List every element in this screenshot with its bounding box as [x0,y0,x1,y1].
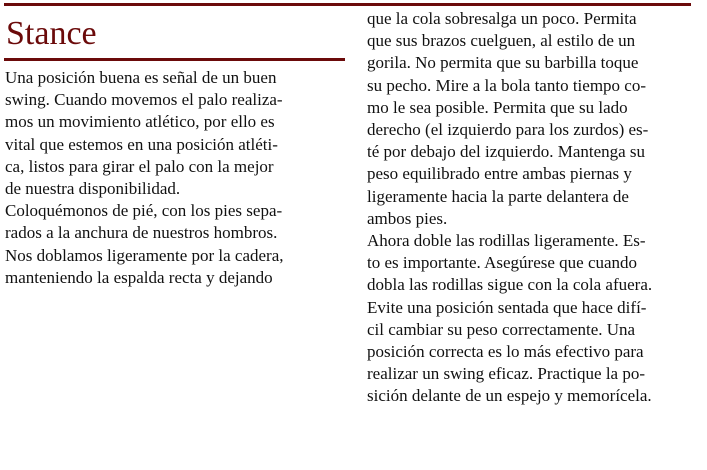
text-line: de nuestra disponibilidad. [5,179,181,199]
text-line: mos un movimiento atlético, por ello es [5,112,275,132]
text-line: derecho (el izquierdo para los zurdos) es- [367,120,649,140]
text-line: to es importante. Asegúrese que cuando [367,253,638,273]
text-line: posición correcta es lo más efectivo para [367,342,644,362]
text-line: Nos doblamos ligeramente por la cadera, [5,245,284,265]
text-line: rados a la anchura de nuestros hombros. [5,223,278,243]
text-line: realizar un swing eficaz. Practique la po- [367,364,646,384]
text-line: Una posición buena es señal de un buen [5,68,277,87]
top-rule [4,3,691,6]
text-line: Ahora doble las rodillas ligeramente. Es- [367,231,646,251]
text-line: su pecho. Mire a la bola tanto tiempo co- [367,75,646,95]
article-title: Stance [6,15,97,52]
text-line: que sus brazos cuelguen, al estilo de un [367,31,636,51]
text-line: sición delante de un espejo y memorícela. [367,386,652,406]
text-line: ligeramente hacia la parte delantera de [367,186,629,206]
text-line: dobla las rodillas sigue con la cola afuera. [367,275,653,295]
text-line: ambos pies. [367,208,448,228]
text-line: ca, listos para girar el palo con la mejor [5,156,274,176]
text-line: peso equilibrado entre ambas piernas y [367,164,632,184]
text-line: Evite una posición sentada que hace difí- [367,297,647,317]
title-underline [4,58,345,61]
text-line: Coloquémonos de pié, con los pies sepa- [5,201,283,221]
text-line: swing. Cuando movemos el palo realiza- [5,90,283,110]
text-line: cil cambiar su peso correctamente. Una [367,319,636,339]
text-line: mo le sea posible. Permita que su lado [367,97,628,117]
text-line: gorila. No permita que su barbilla toque [367,53,639,73]
text-line: manteniendo la espalda recta y dejando [5,267,273,287]
text-line: té por debajo del izquierdo. Mantenga su [367,142,646,162]
text-line: vital que estemos en una posición atléti- [5,134,278,154]
text-line: que la cola sobresalga un poco. Permita [367,9,637,28]
left-column [5,67,284,289]
right-column [367,8,652,408]
